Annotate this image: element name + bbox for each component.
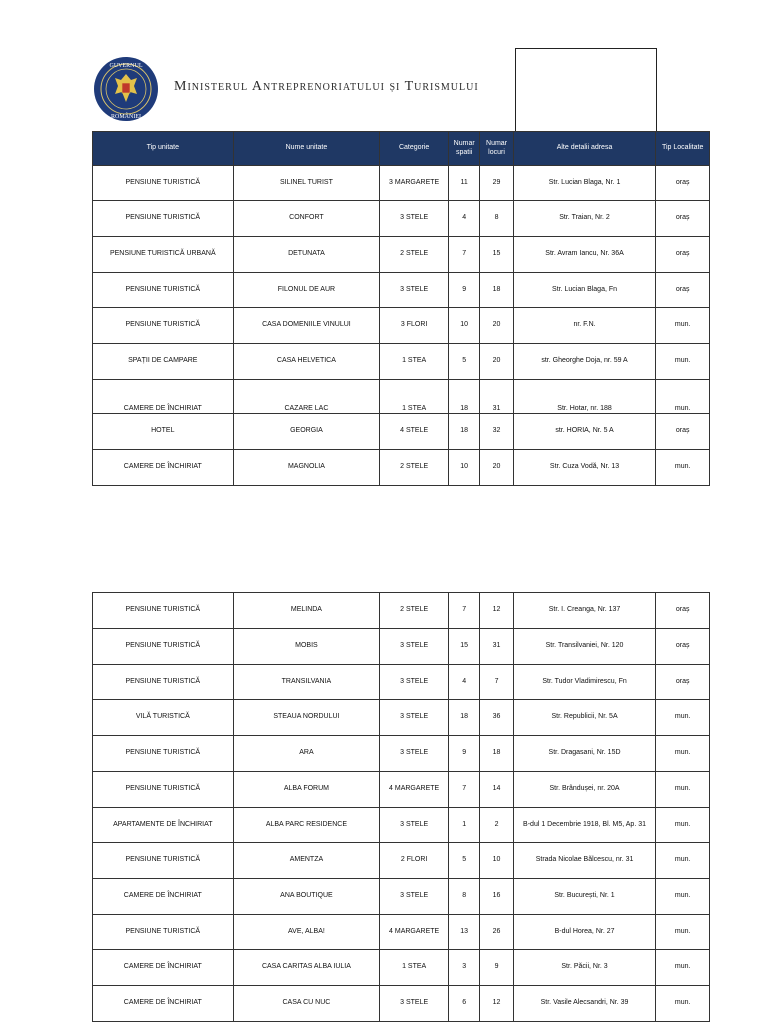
col-header-places: Numar locuri bbox=[480, 132, 513, 166]
cell-type: HOTEL bbox=[93, 414, 234, 450]
table-row bbox=[93, 380, 710, 414]
table-row bbox=[93, 808, 710, 843]
cell-category: 4 STELE bbox=[380, 414, 449, 450]
cell-locality: mun. bbox=[656, 344, 710, 380]
cell-spaces: 13 bbox=[449, 915, 480, 950]
cell-locality: mun. bbox=[656, 380, 710, 414]
cell-spaces: 7 bbox=[449, 772, 480, 808]
cell-places: 20 bbox=[480, 344, 513, 380]
cell-locality: oraș bbox=[656, 629, 710, 665]
cell-type: VILĂ TURISTICĂ bbox=[93, 700, 234, 736]
col-header-spaces: Numar spatii bbox=[449, 132, 480, 166]
cell-locality: mun. bbox=[656, 915, 710, 950]
cell-type: PENSIUNE TURISTICĂ bbox=[93, 736, 234, 772]
cell-address: Str. București, Nr. 1 bbox=[513, 879, 656, 915]
table-row bbox=[93, 736, 710, 772]
cell-name: MOBIS bbox=[233, 629, 380, 665]
cell-category: 3 STELE bbox=[380, 273, 449, 308]
cell-spaces: 15 bbox=[449, 629, 480, 665]
col-header-name: Nume unitate bbox=[233, 132, 380, 166]
cell-name: ALBA FORUM bbox=[233, 772, 380, 808]
table-row bbox=[93, 273, 710, 308]
cell-address: Str. I. Creanga, Nr. 137 bbox=[513, 593, 656, 629]
cell-locality: mun. bbox=[656, 308, 710, 344]
cell-places: 12 bbox=[480, 593, 513, 629]
cell-type: PENSIUNE TURISTICĂ bbox=[93, 593, 234, 629]
cell-spaces: 3 bbox=[449, 950, 480, 986]
cell-address: Str. Hotar, nr. 188 bbox=[513, 380, 656, 414]
cell-locality: oraș bbox=[656, 414, 710, 450]
cell-places: 18 bbox=[480, 273, 513, 308]
cell-places: 16 bbox=[480, 879, 513, 915]
cell-name: DETUNATA bbox=[233, 237, 380, 273]
cell-name: STEAUA NORDULUI bbox=[233, 700, 380, 736]
cell-category: 3 MARGARETE bbox=[380, 166, 449, 201]
cell-category: 3 STELE bbox=[380, 808, 449, 843]
table-row bbox=[93, 201, 710, 237]
table-header-row bbox=[93, 132, 710, 166]
cell-address: B-dul Horea, Nr. 27 bbox=[513, 915, 656, 950]
cell-address: Str. Republicii, Nr. 5A bbox=[513, 700, 656, 736]
cell-type: PENSIUNE TURISTICĂ bbox=[93, 629, 234, 665]
cell-address: Str. Vasile Alecsandri, Nr. 39 bbox=[513, 986, 656, 1022]
cell-name: ALBA PARC RESIDENCE bbox=[233, 808, 380, 843]
cell-places: 15 bbox=[480, 237, 513, 273]
cell-address: Str. Lucian Blaga, Nr. 1 bbox=[513, 166, 656, 201]
cell-locality: mun. bbox=[656, 450, 710, 486]
cell-name: SILINEL TURIST bbox=[233, 166, 380, 201]
cell-name: MELINDA bbox=[233, 593, 380, 629]
government-seal-logo bbox=[93, 56, 159, 122]
cell-address: Str. Brândușei, nr. 20A bbox=[513, 772, 656, 808]
cell-spaces: 4 bbox=[449, 201, 480, 237]
cell-places: 7 bbox=[480, 665, 513, 700]
cell-type: CAMERE DE ÎNCHIRIAT bbox=[93, 450, 234, 486]
cell-places: 12 bbox=[480, 986, 513, 1022]
cell-places: 14 bbox=[480, 772, 513, 808]
cell-locality: mun. bbox=[656, 986, 710, 1022]
table-row bbox=[93, 879, 710, 915]
cell-name: CASA DOMENIILE VINULUI bbox=[233, 308, 380, 344]
cell-type: PENSIUNE TURISTICĂ bbox=[93, 915, 234, 950]
cell-places: 31 bbox=[480, 629, 513, 665]
cell-type: SPAȚII DE CAMPARE bbox=[93, 344, 234, 380]
cell-category: 2 STELE bbox=[380, 237, 449, 273]
cell-type: PENSIUNE TURISTICĂ bbox=[93, 166, 234, 201]
logo-top-text: GUVERNUL bbox=[109, 63, 143, 69]
cell-address: Str. Dragasani, Nr. 15D bbox=[513, 736, 656, 772]
cell-spaces: 6 bbox=[449, 986, 480, 1022]
table-row bbox=[93, 593, 710, 629]
cell-places: 32 bbox=[480, 414, 513, 450]
cell-spaces: 10 bbox=[449, 450, 480, 486]
cell-places: 2 bbox=[480, 808, 513, 843]
cell-name: TRANSILVANIA bbox=[233, 665, 380, 700]
table-row bbox=[93, 665, 710, 700]
table-row bbox=[93, 308, 710, 344]
cell-locality: mun. bbox=[656, 950, 710, 986]
cell-name: CASA CU NUC bbox=[233, 986, 380, 1022]
cell-spaces: 8 bbox=[449, 879, 480, 915]
cell-locality: oraș bbox=[656, 273, 710, 308]
cell-places: 31 bbox=[480, 380, 513, 414]
cell-name: CASA CARITAS ALBA IULIA bbox=[233, 950, 380, 986]
accommodation-table-2 bbox=[92, 592, 710, 1022]
cell-category: 3 STELE bbox=[380, 665, 449, 700]
cell-address: nr. F.N. bbox=[513, 308, 656, 344]
col-header-address: Alte detalii adresa bbox=[513, 132, 656, 166]
cell-spaces: 4 bbox=[449, 665, 480, 700]
cell-category: 1 STEA bbox=[380, 950, 449, 986]
cell-name: AMENTZA bbox=[233, 843, 380, 879]
cell-places: 10 bbox=[480, 843, 513, 879]
cell-name: CONFORT bbox=[233, 201, 380, 237]
cell-address: Str. Păcii, Nr. 3 bbox=[513, 950, 656, 986]
cell-locality: oraș bbox=[656, 665, 710, 700]
cell-address: str. Gheorghe Doja, nr. 59 A bbox=[513, 344, 656, 380]
cell-name: FILONUL DE AUR bbox=[233, 273, 380, 308]
cell-spaces: 18 bbox=[449, 380, 480, 414]
cell-locality: mun. bbox=[656, 879, 710, 915]
cell-type: PENSIUNE TURISTICĂ bbox=[93, 772, 234, 808]
cell-spaces: 1 bbox=[449, 808, 480, 843]
cell-type: PENSIUNE TURISTICĂ bbox=[93, 273, 234, 308]
stamp-box bbox=[515, 48, 657, 132]
cell-spaces: 9 bbox=[449, 273, 480, 308]
cell-type: APARTAMENTE DE ÎNCHIRIAT bbox=[93, 808, 234, 843]
cell-type: PENSIUNE TURISTICĂ bbox=[93, 843, 234, 879]
table-row bbox=[93, 629, 710, 665]
table-row bbox=[93, 344, 710, 380]
cell-type: PENSIUNE TURISTICĂ URBANĂ bbox=[93, 237, 234, 273]
cell-type: PENSIUNE TURISTICĂ bbox=[93, 665, 234, 700]
cell-category: 3 STELE bbox=[380, 629, 449, 665]
cell-name: ANA BOUTIQUE bbox=[233, 879, 380, 915]
cell-category: 3 STELE bbox=[380, 736, 449, 772]
cell-address: B-dul 1 Decembrie 1918, Bl. M5, Ap. 31 bbox=[513, 808, 656, 843]
cell-spaces: 18 bbox=[449, 700, 480, 736]
cell-spaces: 10 bbox=[449, 308, 480, 344]
cell-category: 4 MARGARETE bbox=[380, 772, 449, 808]
cell-locality: mun. bbox=[656, 736, 710, 772]
cell-name: AVE, ALBA! bbox=[233, 915, 380, 950]
cell-category: 4 MARGARETE bbox=[380, 915, 449, 950]
cell-address: Str. Tudor Vladimirescu, Fn bbox=[513, 665, 656, 700]
cell-address: Str. Cuza Vodă, Nr. 13 bbox=[513, 450, 656, 486]
cell-category: 1 STEA bbox=[380, 344, 449, 380]
table-row bbox=[93, 915, 710, 950]
cell-places: 18 bbox=[480, 736, 513, 772]
ministry-title: Ministerul Antreprenoriatului și Turismului bbox=[174, 79, 479, 94]
cell-places: 9 bbox=[480, 950, 513, 986]
cell-type: PENSIUNE TURISTICĂ bbox=[93, 308, 234, 344]
col-header-category: Categorie bbox=[380, 132, 449, 166]
cell-name: CASA HELVETICA bbox=[233, 344, 380, 380]
table-row bbox=[93, 843, 710, 879]
cell-category: 3 STELE bbox=[380, 879, 449, 915]
cell-name: MAGNOLIA bbox=[233, 450, 380, 486]
cell-category: 3 STELE bbox=[380, 700, 449, 736]
cell-locality: oraș bbox=[656, 201, 710, 237]
cell-locality: mun. bbox=[656, 700, 710, 736]
cell-locality: oraș bbox=[656, 166, 710, 201]
cell-spaces: 5 bbox=[449, 344, 480, 380]
accommodation-table-1 bbox=[92, 131, 710, 486]
cell-places: 8 bbox=[480, 201, 513, 237]
cell-spaces: 7 bbox=[449, 237, 480, 273]
cell-category: 3 STELE bbox=[380, 986, 449, 1022]
cell-address: Strada Nicolae Bălcescu, nr. 31 bbox=[513, 843, 656, 879]
table-row bbox=[93, 950, 710, 986]
col-header-locality: Tip Localitate bbox=[656, 132, 710, 166]
cell-places: 20 bbox=[480, 308, 513, 344]
cell-address: str. HORIA, Nr. 5 A bbox=[513, 414, 656, 450]
cell-spaces: 9 bbox=[449, 736, 480, 772]
cell-type: CAMERE DE ÎNCHIRIAT bbox=[93, 380, 234, 414]
cell-category: 1 STEA bbox=[380, 380, 449, 414]
cell-name: ARA bbox=[233, 736, 380, 772]
cell-spaces: 18 bbox=[449, 414, 480, 450]
cell-category: 2 FLORI bbox=[380, 843, 449, 879]
cell-locality: oraș bbox=[656, 593, 710, 629]
cell-places: 36 bbox=[480, 700, 513, 736]
cell-spaces: 11 bbox=[449, 166, 480, 201]
table-row bbox=[93, 414, 710, 450]
cell-places: 26 bbox=[480, 915, 513, 950]
logo-bottom-text: ROMÂNIEI bbox=[111, 114, 141, 120]
cell-address: Str. Lucian Blaga, Fn bbox=[513, 273, 656, 308]
col-header-type: Tip unitate bbox=[93, 132, 234, 166]
cell-type: CAMERE DE ÎNCHIRIAT bbox=[93, 986, 234, 1022]
cell-address: Str. Traian, Nr. 2 bbox=[513, 201, 656, 237]
table-row bbox=[93, 772, 710, 808]
cell-type: CAMERE DE ÎNCHIRIAT bbox=[93, 879, 234, 915]
cell-category: 2 STELE bbox=[380, 593, 449, 629]
cell-locality: mun. bbox=[656, 772, 710, 808]
table-row bbox=[93, 237, 710, 273]
cell-type: CAMERE DE ÎNCHIRIAT bbox=[93, 950, 234, 986]
table-row bbox=[93, 986, 710, 1022]
cell-places: 20 bbox=[480, 450, 513, 486]
cell-locality: oraș bbox=[656, 237, 710, 273]
table-row bbox=[93, 450, 710, 486]
cell-address: Str. Transilvaniei, Nr. 120 bbox=[513, 629, 656, 665]
cell-spaces: 5 bbox=[449, 843, 480, 879]
cell-category: 3 FLORI bbox=[380, 308, 449, 344]
cell-name: GEORGIA bbox=[233, 414, 380, 450]
cell-address: Str. Avram Iancu, Nr. 36A bbox=[513, 237, 656, 273]
cell-locality: mun. bbox=[656, 808, 710, 843]
cell-locality: mun. bbox=[656, 843, 710, 879]
table-row bbox=[93, 700, 710, 736]
cell-places: 29 bbox=[480, 166, 513, 201]
cell-type: PENSIUNE TURISTICĂ bbox=[93, 201, 234, 237]
table-row bbox=[93, 166, 710, 201]
cell-category: 3 STELE bbox=[380, 201, 449, 237]
cell-name: CAZARE LAC bbox=[233, 380, 380, 414]
cell-category: 2 STELE bbox=[380, 450, 449, 486]
cell-spaces: 7 bbox=[449, 593, 480, 629]
